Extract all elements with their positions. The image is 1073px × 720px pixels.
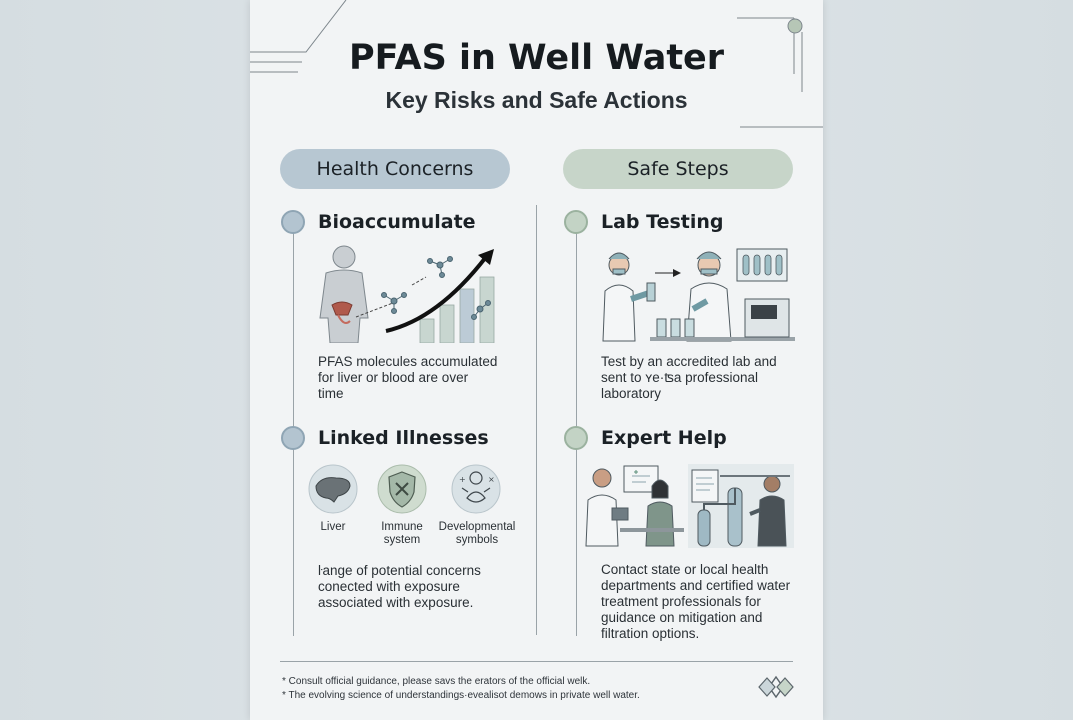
lab-testing-marker <box>564 210 588 234</box>
liver-icon <box>308 464 358 514</box>
svg-text:+: + <box>459 475 466 484</box>
footnote-1: * Consult official guidance, please savs the erators of the official welk. <box>282 676 591 687</box>
lab-testing-title: Lab Testing <box>601 211 724 233</box>
expert-help-description: Contact state or local health departments and certified water treatment professionals for guidance on mitigation and filtration options. <box>601 562 791 641</box>
linked-illnesses-description: ŀange of potential concerns conected with exposure associated with exposure. <box>318 563 481 610</box>
baby-icon <box>451 464 501 514</box>
immune-system-label: Immune system <box>381 521 423 546</box>
bioaccumulate-title: Bioaccumulate <box>318 211 476 233</box>
liver-label: Liver <box>320 521 346 533</box>
lab-testing-description: Test by an accredited lab and sent to ʏe·ʦa professional laboratory <box>601 354 777 401</box>
shield-icon <box>377 464 427 514</box>
health-concerns-heading: Health Concerns <box>280 149 510 189</box>
linked-illnesses-marker <box>281 426 305 450</box>
expert-help-title: Expert Help <box>601 427 727 449</box>
footer-divider <box>280 661 793 662</box>
bioaccumulation-illustration <box>308 243 500 343</box>
expert-help-illustration <box>580 464 794 548</box>
developmental-label: Developmental symbols <box>438 521 516 546</box>
infographic-poster <box>250 0 823 720</box>
linked-illnesses-title: Linked Illnesses <box>318 427 489 449</box>
svg-text:×: × <box>488 475 495 484</box>
diamond-logo-icon <box>757 672 795 702</box>
expert-help-marker <box>564 426 588 450</box>
bioaccumulate-marker <box>281 210 305 234</box>
page-subtitle: Key Risks and Safe Actions <box>385 87 688 113</box>
page-title: PFAS in Well Water <box>348 38 725 78</box>
safe-steps-heading: Safe Steps <box>563 149 793 189</box>
lab-testing-illustration <box>595 243 795 343</box>
bioaccumulate-description: PFAS molecules accumulated for liver or blood are over time <box>318 354 498 401</box>
footnote-2: * The evolving science of understandings·evealisot demows in private well water. <box>282 690 640 701</box>
